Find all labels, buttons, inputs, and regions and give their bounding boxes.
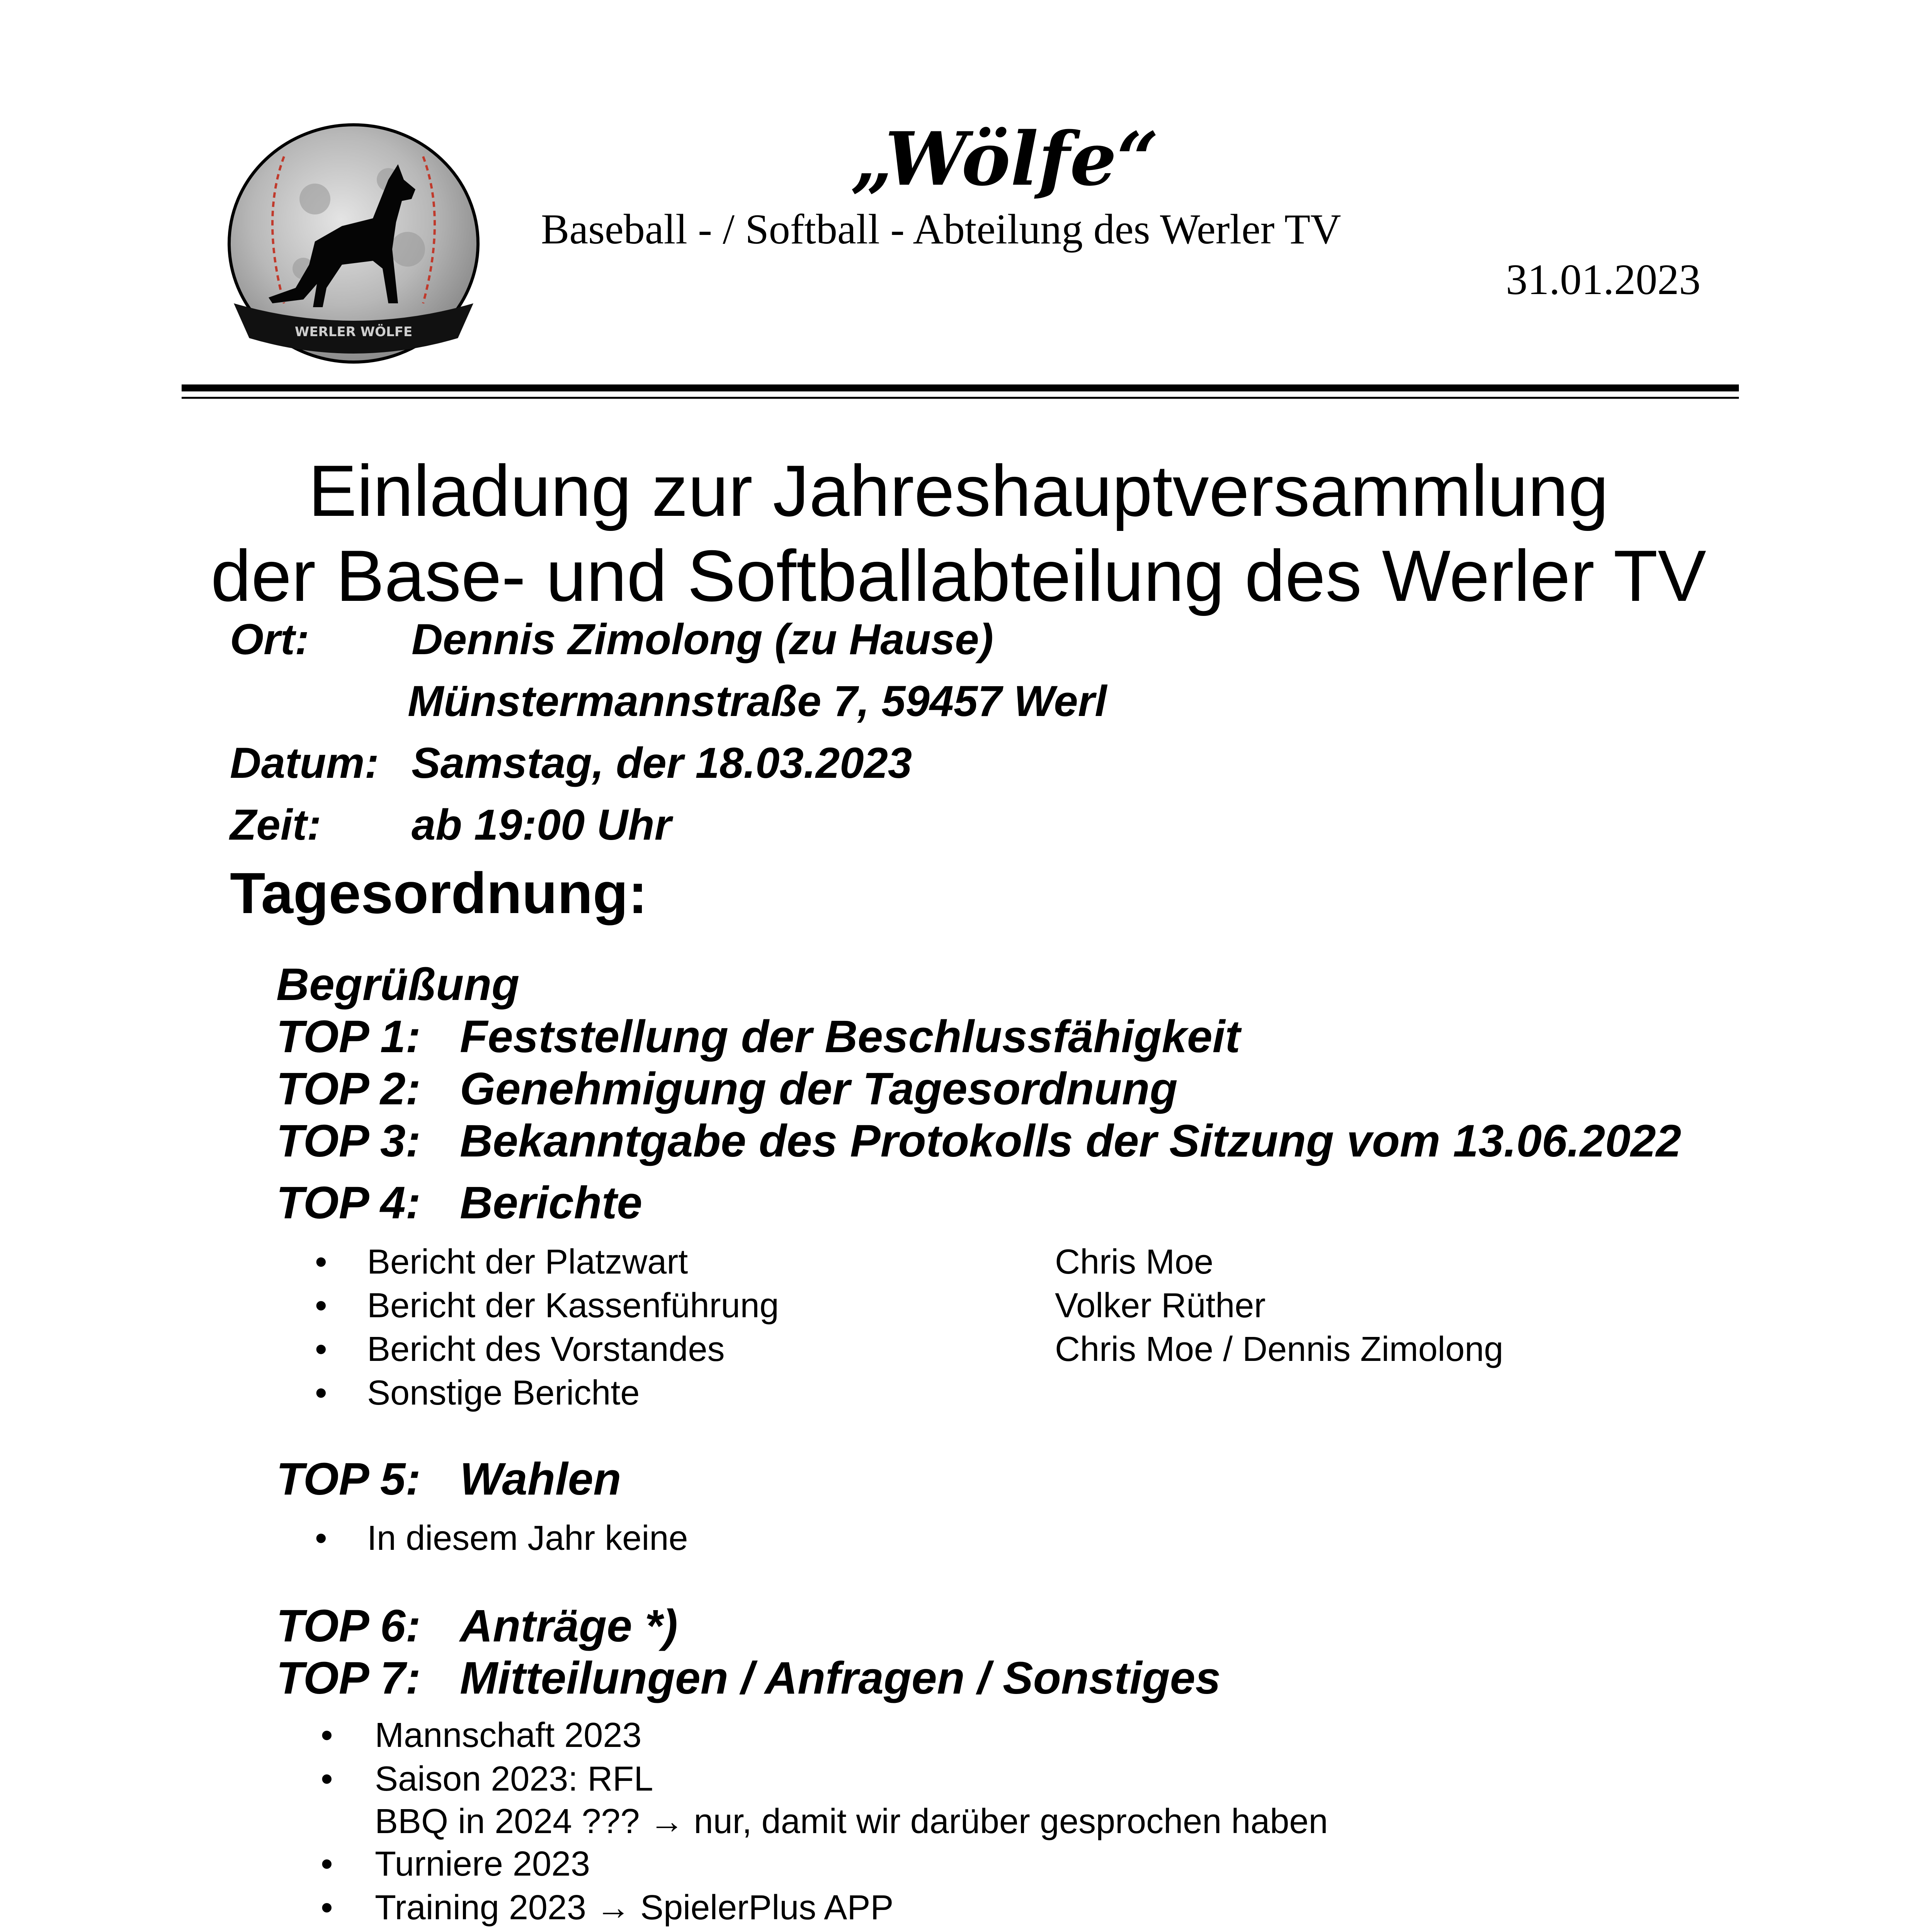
misc-item: Turniere 2023 (375, 1845, 590, 1883)
report-item: Sonstige Berichte (367, 1374, 640, 1412)
misc-item: Saison 2023: RFL (375, 1760, 653, 1798)
ort-address: Münstermannstraße 7, 59457 Werl (408, 677, 1107, 725)
zeit-value: ab 19:00 Uhr (412, 801, 672, 849)
bullet-icon: • (321, 1888, 333, 1927)
page-title-line1: Einladung zur Jahreshauptversammlung (308, 450, 1609, 531)
top6-label: TOP 6: (276, 1600, 421, 1651)
misc-item: Mannschaft 2023 (375, 1716, 642, 1755)
bullet-icon: • (315, 1330, 327, 1369)
top7-text: Mitteilungen / Anfragen / Sonstiges (460, 1653, 1221, 1704)
document-date: 31.01.2023 (1506, 256, 1701, 304)
top4-label: TOP 4: (276, 1177, 421, 1228)
top7-label: TOP 7: (276, 1653, 421, 1704)
bullet-icon: • (315, 1374, 327, 1412)
agenda-greeting: Begrüßung (276, 959, 520, 1010)
top1-text: Feststellung der Beschlussfähigkeit (460, 1011, 1240, 1062)
logo-text: WERLER WÖLFE (294, 324, 413, 340)
bullet-icon: • (315, 1519, 327, 1558)
datum-label: Datum: (230, 739, 379, 787)
ort-label: Ort: (230, 615, 310, 663)
top1-label: TOP 1: (276, 1011, 421, 1062)
datum-value: Samstag, der 18.03.2023 (412, 739, 912, 787)
top2-text: Genehmigung der Tagesordnung (460, 1063, 1178, 1114)
zeit-label: Zeit: (230, 801, 321, 849)
report-item: Bericht der Kassenführung (367, 1286, 779, 1325)
misc-item: BBQ in 2024 ??? → nur, damit wir darüber gesprochen haben (375, 1802, 1328, 1841)
misc-item: Training 2023 → SpielerPlus APP (375, 1888, 894, 1927)
report-person: Chris Moe (1055, 1243, 1214, 1281)
top5-text: Wahlen (460, 1454, 621, 1505)
header-divider (182, 384, 1739, 391)
bullet-icon: • (321, 1716, 333, 1755)
bullet-icon: • (321, 1760, 333, 1798)
report-person: Volker Rüther (1055, 1286, 1266, 1325)
top4-text: Berichte (460, 1177, 643, 1228)
top3-label: TOP 3: (276, 1116, 421, 1167)
bullet-icon: • (321, 1845, 333, 1883)
report-item: Bericht der Platzwart (367, 1243, 688, 1281)
ort-value: Dennis Zimolong (zu Hause) (412, 615, 993, 663)
header-divider-thin (182, 397, 1739, 399)
top6-text: Anträge *) (460, 1600, 678, 1651)
report-item: Bericht des Vorstandes (367, 1330, 725, 1369)
election-item: In diesem Jahr keine (367, 1519, 688, 1558)
top2-label: TOP 2: (276, 1063, 421, 1114)
agenda-heading: Tagesordnung: (230, 861, 648, 925)
bullet-icon: • (315, 1243, 327, 1281)
bullet-icon: • (315, 1286, 327, 1325)
page-title-line2: der Base- und Softballabteilung des Werler TV (211, 535, 1706, 616)
club-name: „Wölfe“ (850, 116, 1159, 202)
top3-text: Bekanntgabe des Protokolls der Sitzung vom 13.06.2022 (460, 1116, 1681, 1167)
club-subtitle: Baseball - / Softball - Abteilung des Werler TV (541, 206, 1341, 253)
report-person: Chris Moe / Dennis Zimolong (1055, 1330, 1504, 1369)
top5-label: TOP 5: (276, 1454, 421, 1505)
